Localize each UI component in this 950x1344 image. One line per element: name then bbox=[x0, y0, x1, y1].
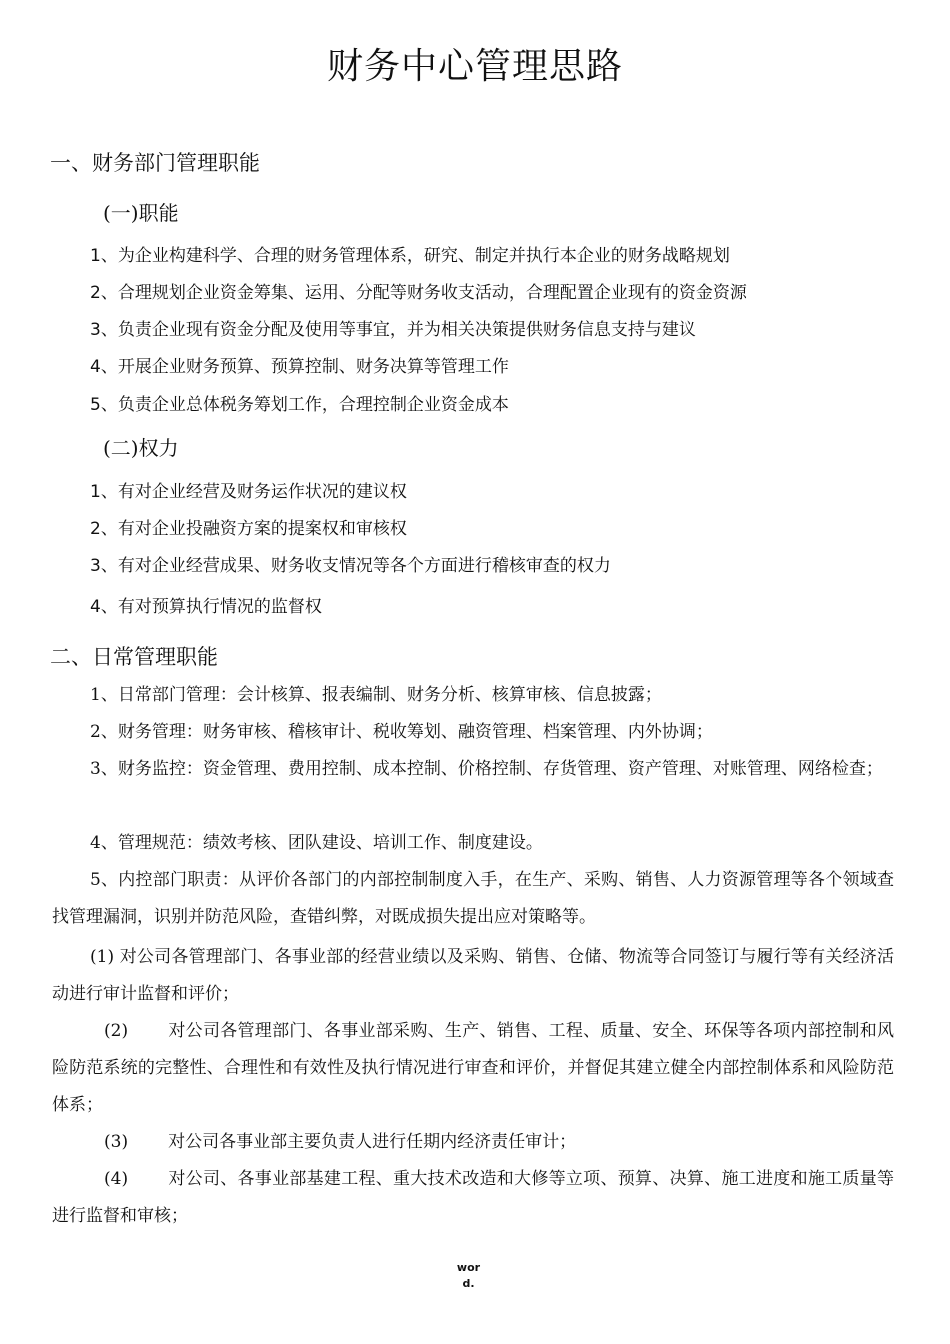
audit-item-3-text: 对公司各事业部主要负责人进行任期内经济责任审计； bbox=[168, 1132, 577, 1152]
daily-item-4-text: 4、管理规范：绩效考核、团队建设、培训工作、制度建设。 bbox=[90, 833, 543, 853]
audit-item-3-num: (3) bbox=[104, 1132, 129, 1152]
audit-item-1-text: 对公司各管理部门、各事业部的经营业绩以及采购、销售、仓储、物流等合同签订与履行等有关经济活动进行审计监督和评价； bbox=[52, 947, 895, 1004]
function-item-1: 1、为企业构建科学、合理的财务管理体系，研究、制定并执行本企业的财务战略规划 bbox=[90, 246, 730, 266]
audit-item-4 bbox=[52, 1161, 894, 1235]
audit-item-2-num: (2) bbox=[104, 1021, 129, 1041]
audit-item-4-text: 对公司、各事业部基建工程、重大技术改造和大修等立项、预算、决算、施工进度和施工质量等进行监督和审核； bbox=[52, 1169, 894, 1226]
audit-item-1 bbox=[52, 939, 894, 1013]
function-item-3: 3、负责企业现有资金分配及使用等事宜，并为相关决策提供财务信息支持与建议 bbox=[90, 320, 696, 340]
footer-line-1: wor bbox=[456, 1261, 481, 1274]
daily-item-2 bbox=[52, 714, 894, 751]
footer-line-2: d. bbox=[462, 1277, 475, 1290]
daily-item-1 bbox=[52, 677, 894, 714]
power-item-4: 4、有对预算执行情况的监督权 bbox=[90, 597, 322, 617]
audit-item-3 bbox=[52, 1124, 894, 1161]
daily-item-3-text: 3、财务监控：资金管理、费用控制、成本控制、价格控制、存货管理、资产管理、对账管理、网络检查； bbox=[90, 759, 883, 779]
daily-item-1-text: 1、日常部门管理：会计核算、报表编制、财务分析、核算审核、信息披露； bbox=[90, 685, 662, 705]
audit-item-4-num: (4) bbox=[104, 1169, 129, 1189]
function-item-5: 5、负责企业总体税务筹划工作，合理控制企业资金成本 bbox=[90, 395, 509, 415]
audit-item-2-text: 对公司各管理部门、各事业部采购、生产、销售、工程、质量、安全、环保等各项内部控制和风险防范系统的完整性、合理性和有效性及执行情况进行审查和评价，并督促其建立健全内部控制体系和风险防范体系； bbox=[52, 1021, 894, 1115]
daily-item-2-text: 2、财务管理：财务审核、稽核审计、税收筹划、融资管理、档案管理、内外协调； bbox=[90, 722, 713, 742]
subsection-functions-heading: (一)职能 bbox=[103, 201, 179, 225]
document-title: 财务中心管理思路 bbox=[326, 46, 623, 87]
daily-item-3 bbox=[52, 751, 894, 788]
section-1-heading: 一、财务部门管理职能 bbox=[50, 151, 260, 175]
function-item-2: 2、合理规划企业资金筹集、运用、分配等财务收支活动，合理配置企业现有的资金资源 bbox=[90, 283, 747, 303]
daily-item-5 bbox=[52, 862, 894, 936]
daily-item-4 bbox=[52, 825, 894, 862]
audit-item-2 bbox=[52, 1013, 894, 1124]
subsection-powers-heading: (二)权力 bbox=[103, 436, 179, 460]
page-footer bbox=[0, 1260, 937, 1292]
function-item-4: 4、开展企业财务预算、预算控制、财务决算等管理工作 bbox=[90, 357, 509, 377]
audit-item-1-num: (1) bbox=[90, 947, 115, 967]
power-item-2: 2、有对企业投融资方案的提案权和审核权 bbox=[90, 519, 407, 539]
daily-item-5-text: 5、内控部门职责：从评价各部门的内部控制制度入手，在生产、采购、销售、人力资源管理等各个领域查找管理漏洞，识别并防范风险，查错纠弊，对既成损失提出应对策略等。 bbox=[52, 870, 894, 927]
power-item-3: 3、有对企业经营成果、财务收支情况等各个方面进行稽核审查的权力 bbox=[90, 556, 611, 576]
power-item-1: 1、有对企业经营及财务运作状况的建议权 bbox=[90, 482, 407, 502]
section-2-heading: 二、日常管理职能 bbox=[50, 645, 218, 669]
